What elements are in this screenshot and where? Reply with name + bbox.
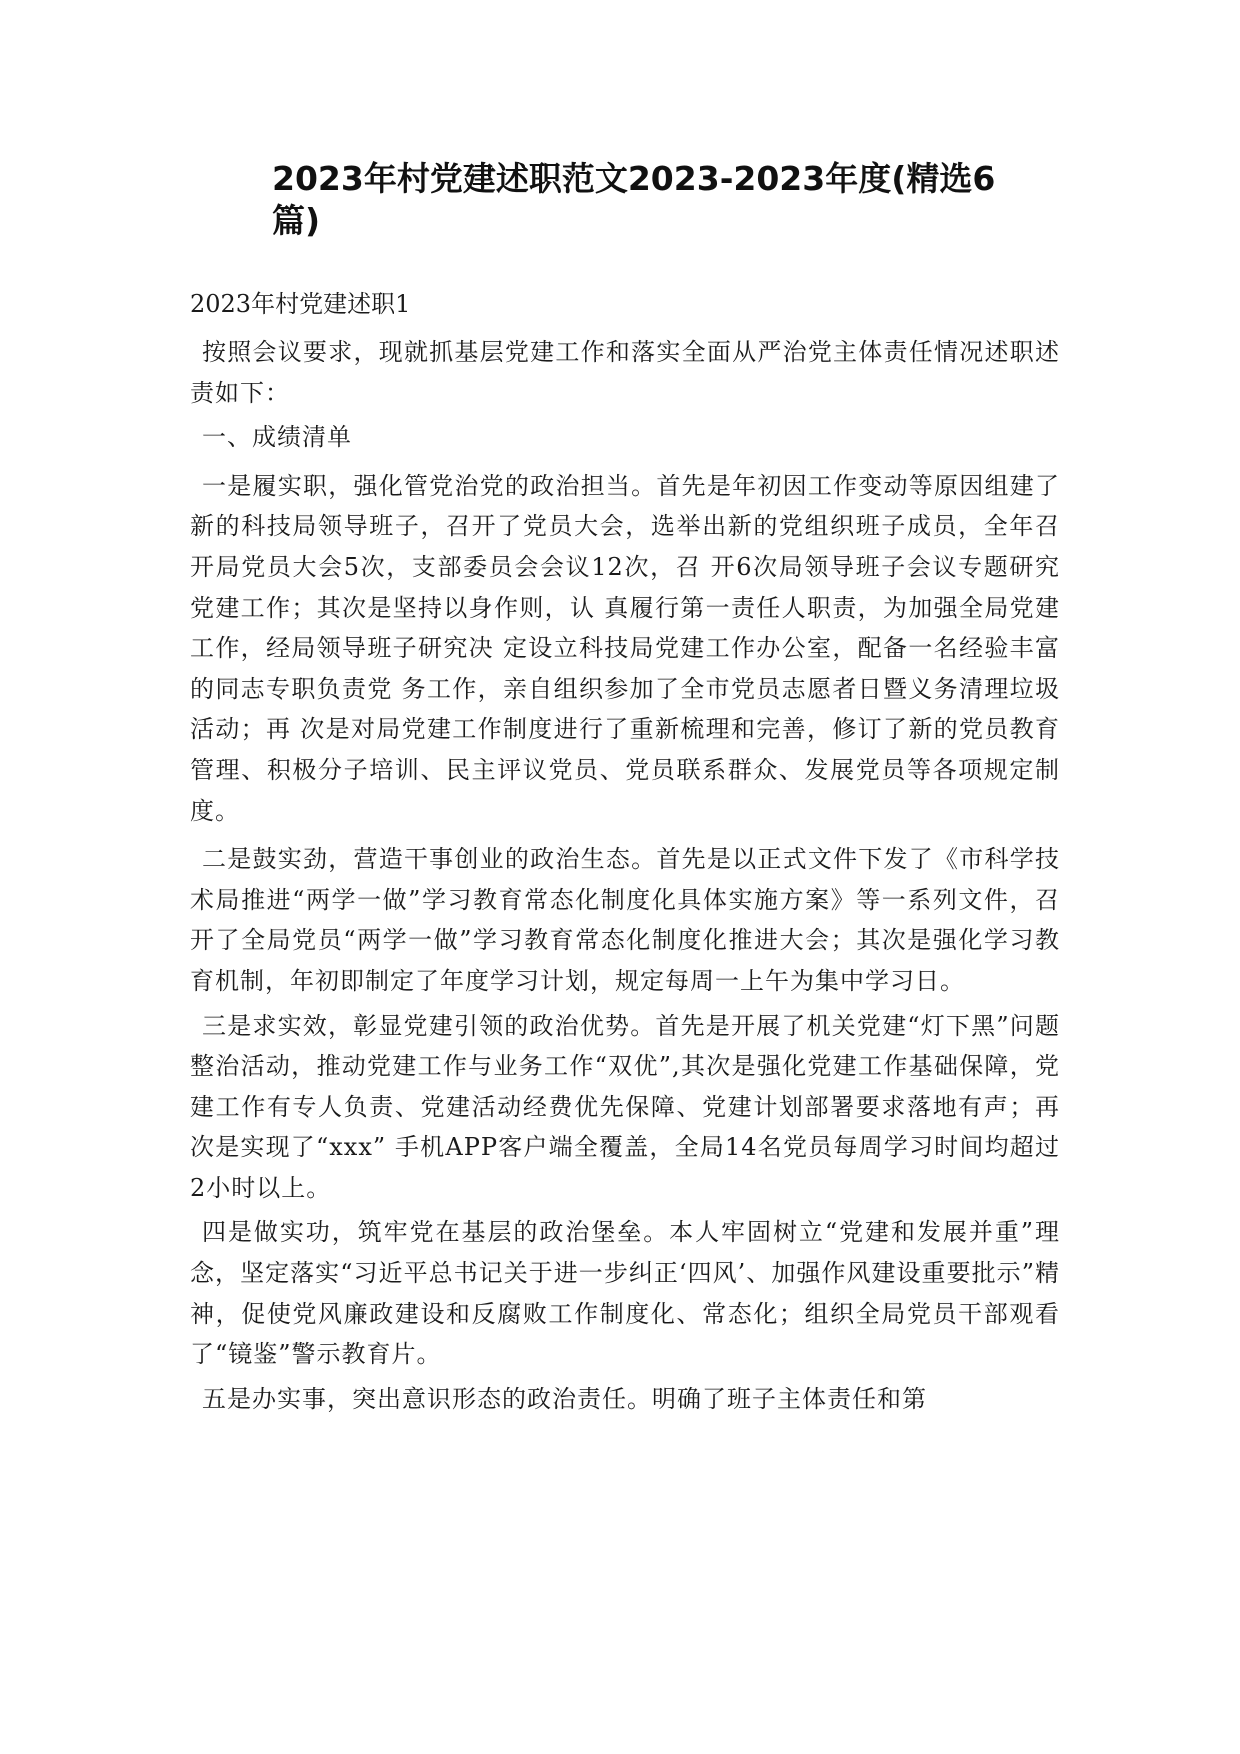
paragraph-intro: 按照会议要求，现就抓基层党建工作和落实全面从严治党主体责任情况述职述责如下： xyxy=(190,338,1060,407)
paragraph-point-1: 一是履实职，强化管党治党的政治担当。首先是年初因工作变动等原因组建了新的科技局领导班子，召开了党员大会，选举出新的党组织班子成员，全年召开局党员大会5次，支部委员会会议12次，召 开6次局领导班子会议专题研究党建工作；其次是坚持以身作则，认 真履行第一责任人职责，为加强全局党建工作，经局领导班子研究决 定设立科技局党建工作办公室，配备一名经验丰富的同志专职负责党 务工作，亲自组织参加了全市党员志愿者日暨义务清理垃圾活动；再 次是对局党建工作制度进行了重新梳理和完善，修订了新的党员教育 管理、积极分子培训、民主评议党员、党员联系群众、发展党员等各项规定制度。 xyxy=(190,471,1060,825)
document-title: 2023年村党建述职范文2023-2023年度(精选6篇) xyxy=(272,159,996,240)
subheading-achievements: 一、成绩清单 xyxy=(202,423,352,452)
document-body xyxy=(190,284,1060,1423)
section-heading: 2023年村党建述职1 xyxy=(190,290,411,318)
paragraph-point-2: 二是鼓实劲，营造干事创业的政治生态。首先是以正式文件下发了《市科学技术局推进“两学一做”学习教育常态化制度化具体实施方案》等一系列文件，召开了全局党员“两学一做”学习教育常态化制度化推进大会；其次是强化学习教育机制，年初即制定了年度学习计划，规定每周一上午为集中学习日。 xyxy=(190,845,1060,995)
paragraph-point-5: 五是办实事，突出意识形态的政治责任。明确了班子主体责任和第 xyxy=(202,1384,927,1413)
paragraph-point-4: 四是做实功，筑牢党在基层的政治堡垒。本人牢固树立“党建和发展并重”理念，坚定落实“习近平总书记关于进一步纠正‘四风’、加强作风建设重要批示”精神，促使党风廉政建设和反腐败工作制度化、常态化；组织全局党员干部观看了“镜鉴”警示教育片。 xyxy=(190,1218,1060,1369)
paragraph-point-3: 三是求实效，彰显党建引领的政治优势。首先是开展了机关党建“灯下黑”问题整治活动，推动党建工作与业务工作“双优”,其次是强化党建工作基础保障，党建工作有专人负责、党建活动经费优先保障、党建计划部署要求落地有声；再次是实现了“xxx” 手机APP客户端全覆盖，全局14名党员每周学习时间均超过2小时以上。 xyxy=(190,1011,1060,1202)
